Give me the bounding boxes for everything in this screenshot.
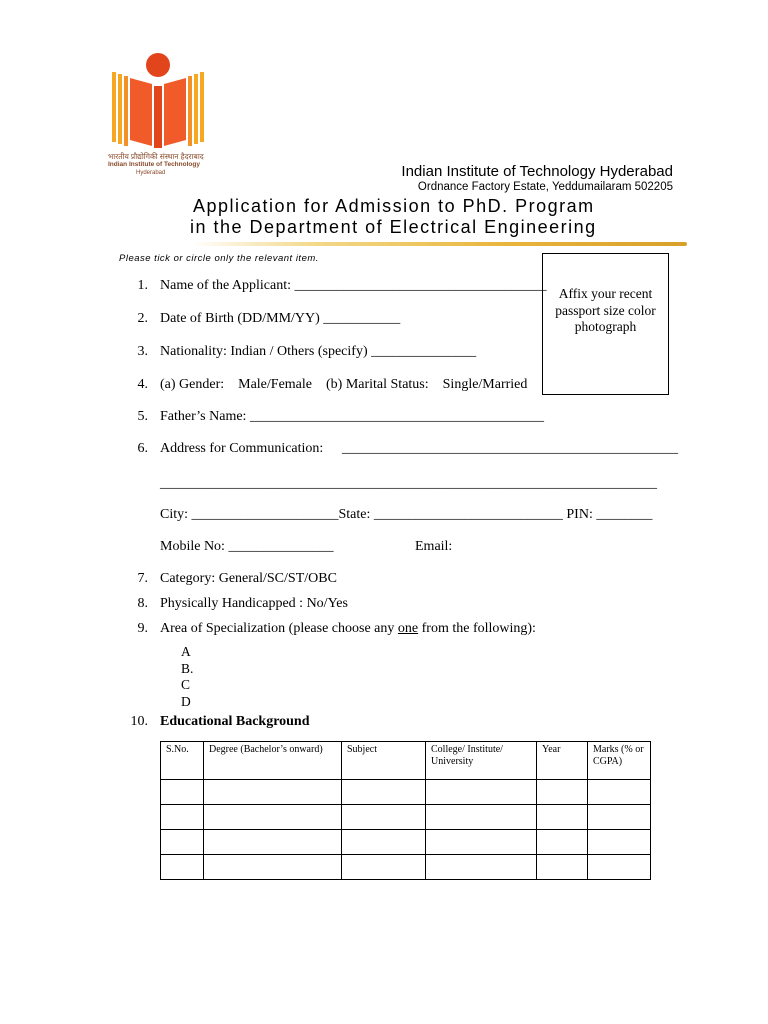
photo-box-text: Affix your recent passport size color photograph bbox=[555, 286, 656, 334]
table-cell[interactable] bbox=[161, 855, 204, 880]
nationality-field[interactable]: Nationality: Indian / Others (specify) _______________ bbox=[160, 344, 477, 359]
logo-hindi-text: भारतीय प्रौद्योगिकी संस्थान हैदराबाद bbox=[108, 152, 204, 161]
question-number: 2. bbox=[137, 311, 148, 326]
column-header: Year bbox=[537, 742, 588, 780]
table-cell[interactable] bbox=[426, 855, 537, 880]
question-number: 5. bbox=[137, 409, 148, 424]
education-heading: Educational Background bbox=[160, 714, 310, 729]
question-number: 9. bbox=[137, 621, 148, 636]
name-field[interactable]: Name of the Applicant: ____________________________________ bbox=[160, 278, 547, 293]
table-cell[interactable] bbox=[588, 805, 651, 830]
column-header: Subject bbox=[342, 742, 426, 780]
table-row bbox=[161, 855, 651, 880]
specialization-options bbox=[181, 644, 193, 710]
specialization-option[interactable]: A bbox=[181, 644, 191, 659]
column-header: S.No. bbox=[161, 742, 204, 780]
table-cell[interactable] bbox=[588, 780, 651, 805]
table-cell[interactable] bbox=[342, 830, 426, 855]
column-header: Marks (% or CGPA) bbox=[588, 742, 651, 780]
category-field[interactable]: Category: General/SC/ST/OBC bbox=[160, 571, 337, 586]
column-header: Degree (Bachelor’s onward) bbox=[204, 742, 342, 780]
table-cell[interactable] bbox=[161, 830, 204, 855]
table-cell[interactable] bbox=[426, 830, 537, 855]
question-number: 7. bbox=[137, 571, 148, 586]
table-cell[interactable] bbox=[537, 830, 588, 855]
table-cell[interactable] bbox=[161, 805, 204, 830]
gender-marital-field[interactable]: (a) Gender: Male/Female (b) Marital Status: Single/Married bbox=[160, 377, 528, 392]
table-cell[interactable] bbox=[588, 830, 651, 855]
photo-box bbox=[542, 253, 669, 395]
specialization-option[interactable]: B. bbox=[181, 660, 194, 676]
logo-bars bbox=[112, 72, 204, 148]
table-cell[interactable] bbox=[537, 855, 588, 880]
specialization-option[interactable]: C bbox=[181, 677, 191, 692]
specialization-text-after: from the following): bbox=[418, 621, 536, 636]
question-number: 6. bbox=[137, 441, 148, 456]
mobile-field[interactable]: Mobile No: _______________ bbox=[160, 539, 334, 554]
table-cell[interactable] bbox=[161, 780, 204, 805]
form-title-line2: in the Department of Electrical Engineering bbox=[190, 217, 597, 237]
table-row bbox=[161, 830, 651, 855]
column-header: College/ Institute/ University bbox=[426, 742, 537, 780]
father-name-field[interactable]: Father’s Name: __________________________________________ bbox=[160, 409, 544, 424]
specialization-label bbox=[160, 621, 536, 637]
address-label: Address for Communication: bbox=[160, 441, 324, 456]
table-cell[interactable] bbox=[426, 805, 537, 830]
question-number: 4. bbox=[137, 377, 148, 392]
logo-city-text: Hyderabad bbox=[136, 170, 166, 176]
table-header-row bbox=[161, 742, 651, 780]
table-cell[interactable] bbox=[204, 830, 342, 855]
email-field[interactable]: Email: bbox=[415, 539, 453, 554]
address-blank-line2[interactable]: _______________________________________________________________________ bbox=[160, 476, 657, 491]
table-cell[interactable] bbox=[588, 855, 651, 880]
specialization-option[interactable]: D bbox=[181, 693, 191, 709]
form-title-line1: Application for Admission to PhD. Program bbox=[193, 196, 595, 216]
specialization-text-before: Area of Specialization (please choose any bbox=[160, 621, 398, 636]
dob-field[interactable]: Date of Birth (DD/MM/YY) ___________ bbox=[160, 311, 401, 326]
logo-circle bbox=[146, 53, 170, 77]
institute-address: Ordnance Factory Estate, Yeddumailaram 502205 bbox=[417, 181, 673, 193]
table-cell[interactable] bbox=[204, 855, 342, 880]
handicapped-field[interactable]: Physically Handicapped : No/Yes bbox=[160, 596, 348, 611]
table-row bbox=[161, 780, 651, 805]
table-cell[interactable] bbox=[204, 805, 342, 830]
institute-name: Indian Institute of Technology Hyderabad bbox=[401, 163, 673, 180]
table-cell[interactable] bbox=[426, 780, 537, 805]
question-number: 3. bbox=[137, 344, 148, 359]
table-cell[interactable] bbox=[537, 805, 588, 830]
table-cell[interactable] bbox=[342, 805, 426, 830]
logo-english-text: Indian Institute of Technology bbox=[108, 161, 200, 168]
question-number: 8. bbox=[137, 596, 148, 611]
title-underline-rule bbox=[190, 242, 687, 246]
logo-text bbox=[108, 152, 208, 177]
specialization-text-underlined: one bbox=[397, 621, 419, 636]
table-cell[interactable] bbox=[204, 780, 342, 805]
education-table bbox=[160, 741, 651, 880]
address-blank-line1[interactable]: ________________________________________________ bbox=[342, 441, 678, 456]
instruction-text: Please tick or circle only the relevant item. bbox=[119, 253, 319, 264]
table-row bbox=[161, 805, 651, 830]
city-state-pin-field[interactable]: City: _____________________State: ___________________________ PIN: ________ bbox=[160, 507, 653, 522]
question-number: 10. bbox=[130, 714, 148, 729]
question-number: 1. bbox=[137, 278, 148, 293]
table-cell[interactable] bbox=[537, 780, 588, 805]
table-cell[interactable] bbox=[342, 855, 426, 880]
table-cell[interactable] bbox=[342, 780, 426, 805]
